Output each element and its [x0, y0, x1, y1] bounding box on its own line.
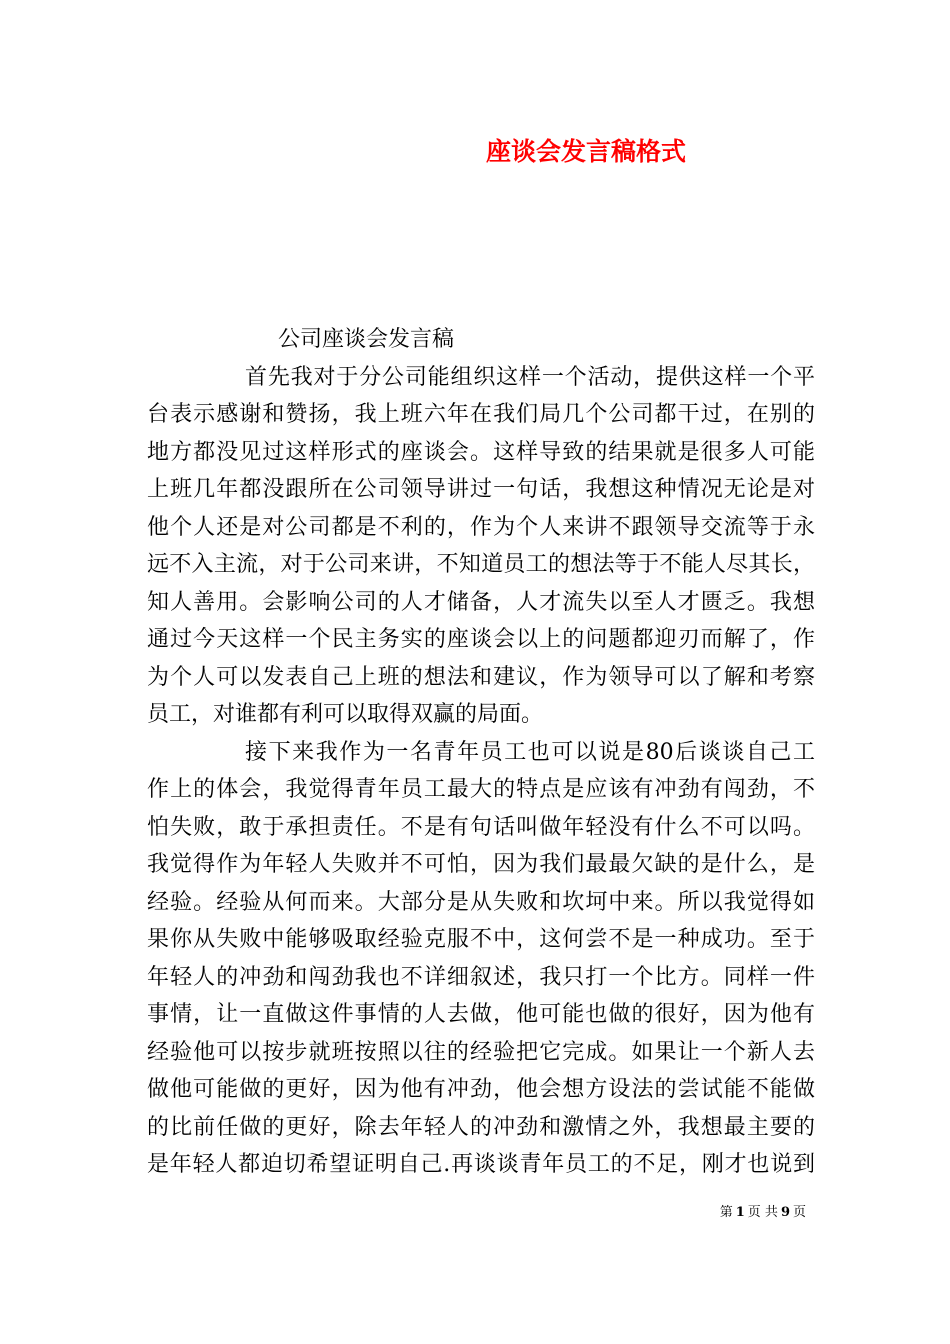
paragraph-line: 台表示感谢和赞扬，我上班六年在我们局几个公司都干过，在别的: [147, 402, 815, 427]
paragraph-line: 接下来我作为一名青年员工也可以说是80后谈谈自己工: [245, 739, 815, 765]
paragraph-line: 果你从失败中能够吸取经验克服不中，这何尝不是一种成功。至于: [147, 927, 815, 952]
paragraph-line: 怕失败，敢于承担责任。不是有句话叫做年轻没有什么不可以吗。: [147, 814, 815, 840]
footer-suffix: 页: [792, 1205, 806, 1220]
total-page-count: 9: [780, 1205, 790, 1220]
paragraph-line: 通过今天这样一个民主务实的座谈会以上的问题都迎刃而解了，作: [147, 627, 815, 652]
paragraph-line: 经验他可以按步就班按照以往的经验把它完成。如果让一个新人去: [147, 1039, 815, 1065]
document-title: 座谈会发言稿格式: [486, 137, 687, 166]
paragraph-line: 为个人可以发表自己上班的想法和建议，作为领导可以了解和考察: [147, 664, 815, 690]
footer-middle: 页 共: [747, 1205, 778, 1220]
page-number-footer: [720, 1204, 806, 1222]
paragraph-line: 的比前任做的更好，除去年轻人的冲劲和激情之外，我想最主要的: [147, 1114, 815, 1140]
paragraph-line: 作上的体会，我觉得青年员工最大的特点是应该有冲劲有闯劲，不: [147, 777, 815, 802]
document-body: [147, 321, 815, 1184]
paragraph-line: 地方都没见过这样形式的座谈会。这样导致的结果就是很多人可能: [147, 439, 815, 465]
paragraph-line: 是年轻人都迫切希望证明自己.再谈谈青年员工的不足，刚才也说到: [147, 1152, 815, 1177]
paragraph-young-employees: [147, 734, 815, 1184]
paragraph-line: 事情，让一直做这件事情的人去做，他可能也做的很好，因为他有: [147, 1002, 815, 1027]
footer-prefix: 第: [719, 1205, 733, 1220]
speech-heading: 公司座谈会发言稿: [278, 327, 455, 352]
paragraph-line: 年轻人的冲劲和闯劲我也不详细叙述，我只打一个比方。同样一件: [147, 964, 815, 990]
paragraph-line: 员工，对谁都有利可以取得双赢的局面。: [147, 702, 544, 727]
paragraph-line: 首先我对于分公司能组织这样一个活动，提供这样一个平: [245, 364, 815, 390]
paragraph-gratitude: [147, 359, 815, 734]
paragraph-line: 我觉得作为年轻人失败并不可怕，因为我们最最欠缺的是什么，是: [147, 852, 815, 877]
paragraph-line: 经验。经验从何而来。大部分是从失败和坎坷中来。所以我觉得如: [147, 889, 815, 915]
paragraph-line: 远不入主流，对于公司来讲，不知道员工的想法等于不能人尽其长，: [147, 552, 815, 577]
paragraph-line: 上班几年都没跟所在公司领导讲过一句话，我想这种情况无论是对: [147, 477, 815, 502]
paragraph-line: 知人善用。会影响公司的人才储备，人才流失以至人才匮乏。我想: [147, 589, 815, 615]
current-page-number: 1: [735, 1205, 745, 1220]
paragraph-line: 他个人还是对公司都是不利的，作为个人来讲不跟领导交流等于永: [147, 514, 815, 540]
paragraph-line: 做他可能做的更好，因为他有冲劲，他会想方设法的尝试能不能做: [147, 1077, 815, 1102]
